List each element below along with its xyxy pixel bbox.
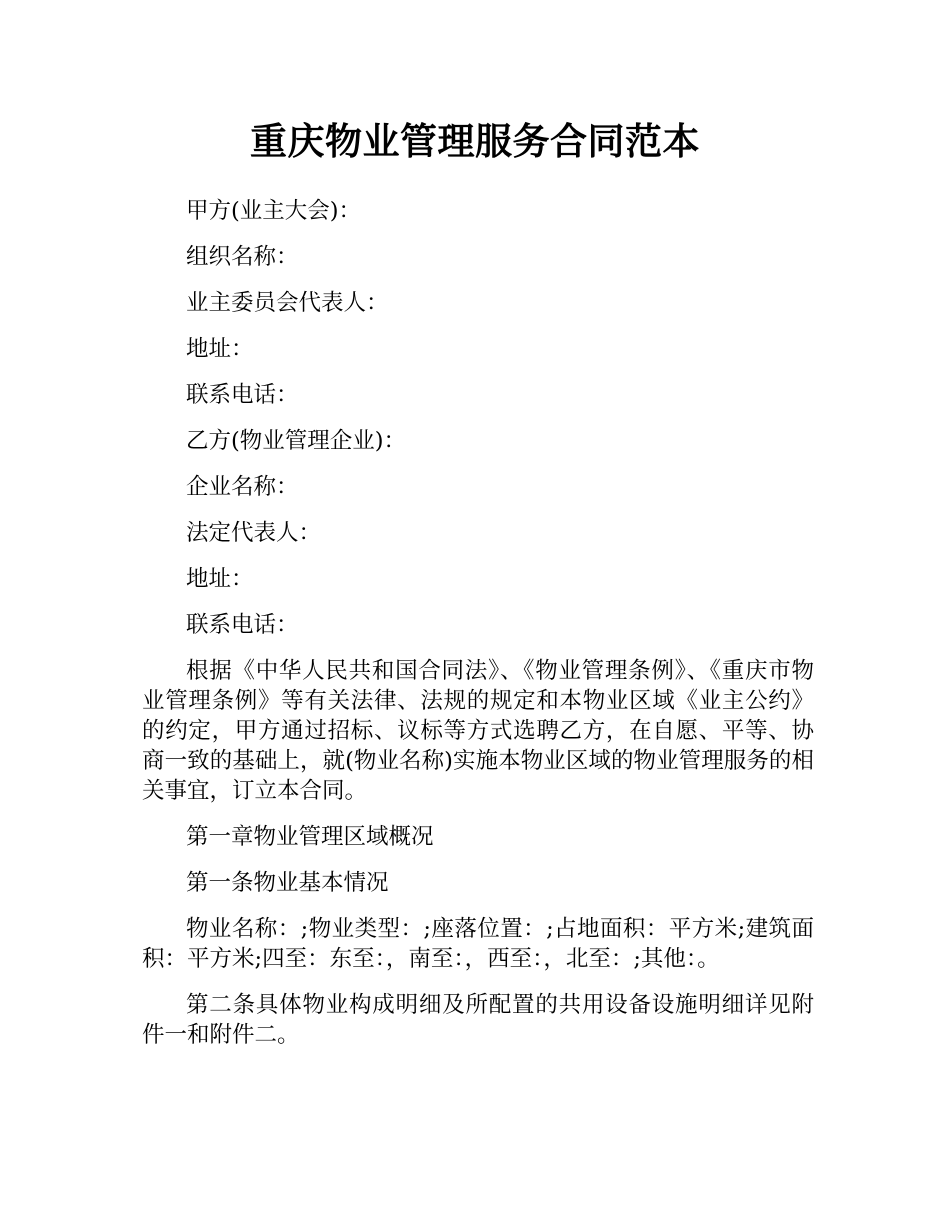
party-a-phone: 联系电话：: [186, 382, 299, 408]
party-a-organization-name: 组织名称：: [186, 244, 299, 270]
party-b-heading: 乙方(物业管理企业)：: [186, 428, 407, 454]
property-basic-info-paragraph: 物业名称：;物业类型：;座落位置：;占地面积：平方米;建筑面积：平方米;四至：东至：，南至：，西至：，北至：;其他：。: [142, 916, 814, 972]
chapter-one-heading: 第一章物业管理区域概况: [186, 824, 434, 850]
document-title: 重庆物业管理服务合同范本: [250, 120, 700, 163]
document-body: [142, 196, 814, 1066]
party-a-representative: 业主委员会代表人：: [186, 290, 389, 316]
party-a-heading: 甲方(业主大会)：: [186, 198, 362, 224]
party-b-address: 地址：: [186, 566, 254, 592]
article-one-heading: 第一条物业基本情况: [186, 870, 389, 896]
party-b-company-name: 企业名称：: [186, 474, 299, 500]
party-b-legal-representative: 法定代表人：: [186, 520, 322, 546]
preamble-paragraph: 根据《中华人民共和国合同法》、《物业管理条例》、《重庆市物业管理条例》等有关法律、法规的规定和本物业区域《业主公约》的约定，甲方通过招标、议标等方式选聘乙方，在自愿、平等、协商一致的基础上，就(物业名称)实施本物业区域的物业管理服务的相关事宜，订立本合同。: [142, 658, 814, 804]
article-two-paragraph: 第二条具体物业构成明细及所配置的共用设备设施明细详见附件一和附件二。: [142, 992, 814, 1048]
party-a-address: 地址：: [186, 336, 254, 362]
party-b-phone: 联系电话：: [186, 612, 299, 638]
